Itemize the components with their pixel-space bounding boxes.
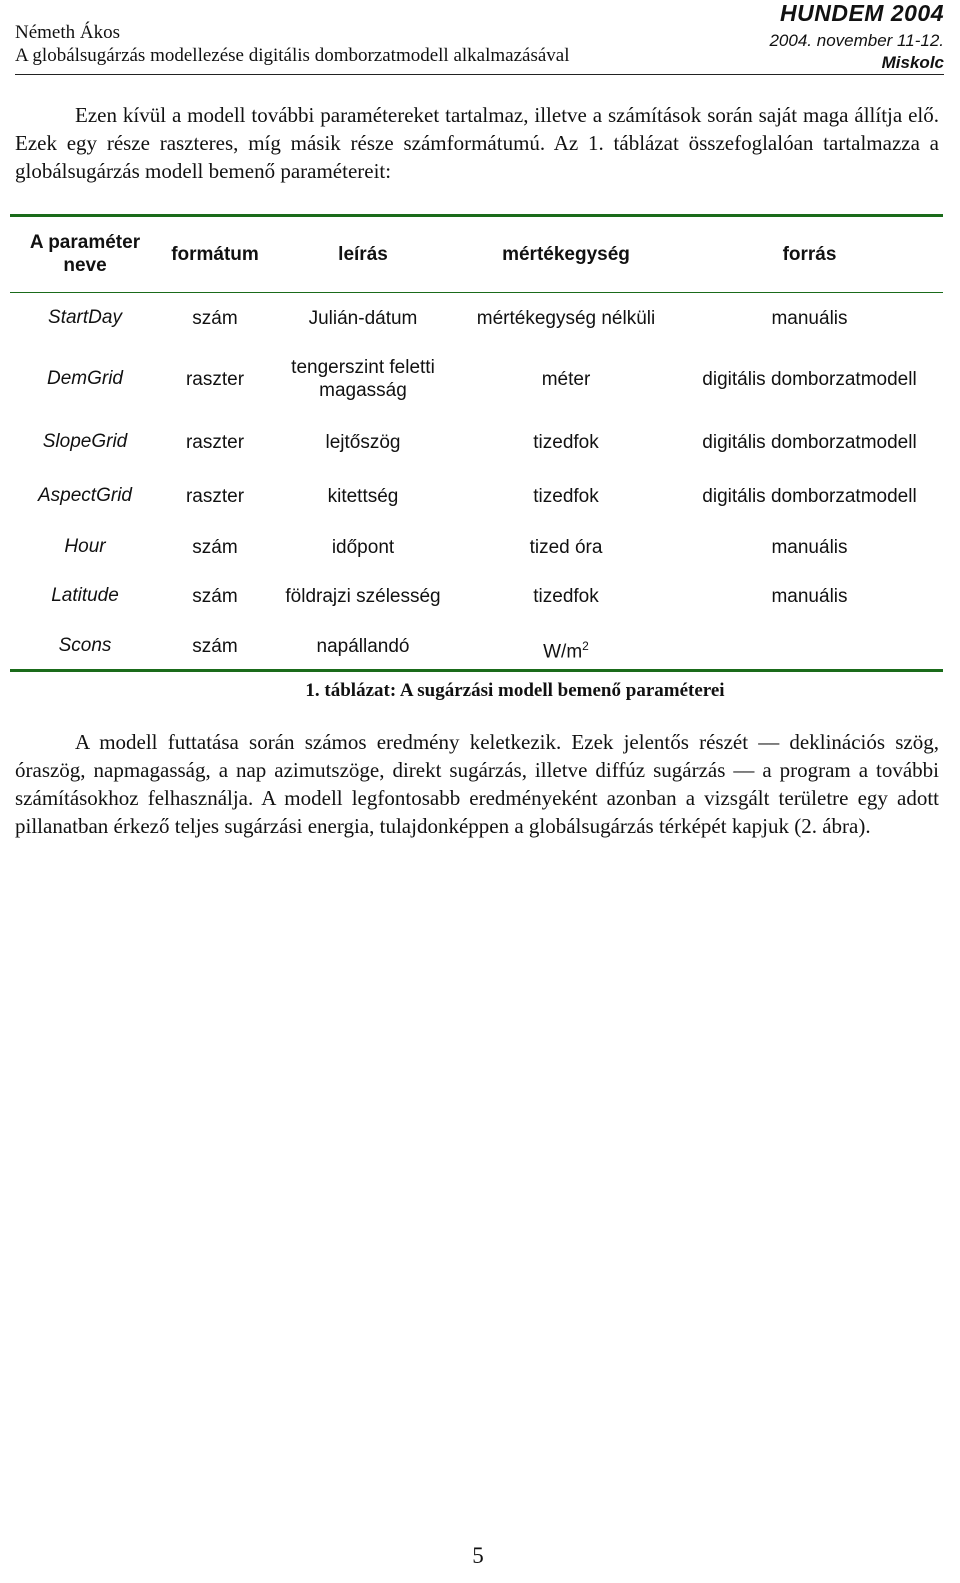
page-number: 5 [472,1543,484,1568]
table-cell-format: raszter [185,369,245,390]
table-cell-description: kitettség [327,486,399,507]
header-rule [15,74,944,75]
table-header-source: forrás [782,244,837,265]
table-cell-param: Latitude [51,585,119,606]
table-header-unit: mértékegység [502,244,630,265]
table-cell-description: földrajzi szélesség [285,586,441,607]
table-cell-param: StartDay [48,307,122,328]
table-cell-unit: tizedfok [533,486,599,507]
table-cell-source: manuális [771,308,848,329]
table-bottom-rule [10,669,943,672]
table-cell-unit: mértékegység nélküli [476,308,656,329]
table-cell-format: szám [192,636,238,657]
table-cell-format: szám [192,586,238,607]
unit-text: W/m [543,641,583,663]
table-cell-source: digitális domborzatmodell [702,432,917,453]
table-cell-unit: tizedfok [533,586,599,607]
table-cell-param: AspectGrid [38,485,132,506]
table-cell-param: Hour [64,536,106,557]
unit-superscript: 2 [582,639,589,653]
table-header-format: formátum [171,244,259,265]
header-date: 2004. november 11-12. [769,31,944,50]
table-cell-unit: méter [541,369,591,390]
results-paragraph: A modell futtatása során számos eredmény keletkezik. Ezek jelentős részét –– deklinációs szög, óraszög, napmagasság, a nap azimutszöge, direkt sugárzás, illetve diffúz sugárzás –– a program a további számításokhoz felhasználja. A modell legfontosabb eredményeként azonban a vizsgált területre egy adott pillanatban érkező teljes sugárzási energia, tulajdonképpen a globálsugárzás térképét kapjuk (2. ábra). [15,730,939,838]
table-caption: 1. táblázat: A sugárzási modell bemenő paraméterei [305,680,725,701]
table-cell-param: Scons [58,635,112,656]
table-cell-format: szám [192,308,238,329]
header-city: Miskolc [881,53,944,72]
table-header-description: leírás [338,244,388,265]
table-cell-unit: tized óra [529,537,603,558]
table-cell-description: Julián-dátum [308,308,418,329]
table-cell-unit: tizedfok [533,432,599,453]
table-cell-source: manuális [771,537,848,558]
table-cell-format: raszter [185,432,245,453]
table-cell-description: napállandó [316,636,410,657]
table-header-name: A paraméter neve [29,232,141,276]
table-cell-description: tengerszint feletti magasság [291,357,435,401]
table-header-rule [10,292,943,293]
intro-paragraph: Ezen kívül a modell további paramétereket tartalmaz, illetve a számítások során saját maga állítja elő. Ezek egy része raszteres, míg másik része számformátumú. Az 1. táblázat összefoglalóan tartalmazza a globálsugárzás modell bemenő paramétereit: [15,103,939,183]
header-subtitle: A globálsugárzás modellezése digitális domborzatmodell alkalmazásával [15,45,570,66]
table-cell-format: szám [192,537,238,558]
header-conference: HUNDEM 2004 [780,0,944,26]
header-author: Németh Ákos [15,22,121,43]
table-cell-source: digitális domborzatmodell [702,369,917,390]
table-cell-param: DemGrid [46,368,123,389]
table-cell-source: manuális [771,586,848,607]
table-cell-source: digitális domborzatmodell [702,486,917,507]
table-cell-format: raszter [185,486,245,507]
table-top-rule [10,214,943,217]
table-cell-unit [456,635,676,663]
table-cell-description: lejtőszög [325,432,401,453]
table-cell-param: SlopeGrid [42,431,128,452]
table-cell-description: időpont [331,537,395,558]
